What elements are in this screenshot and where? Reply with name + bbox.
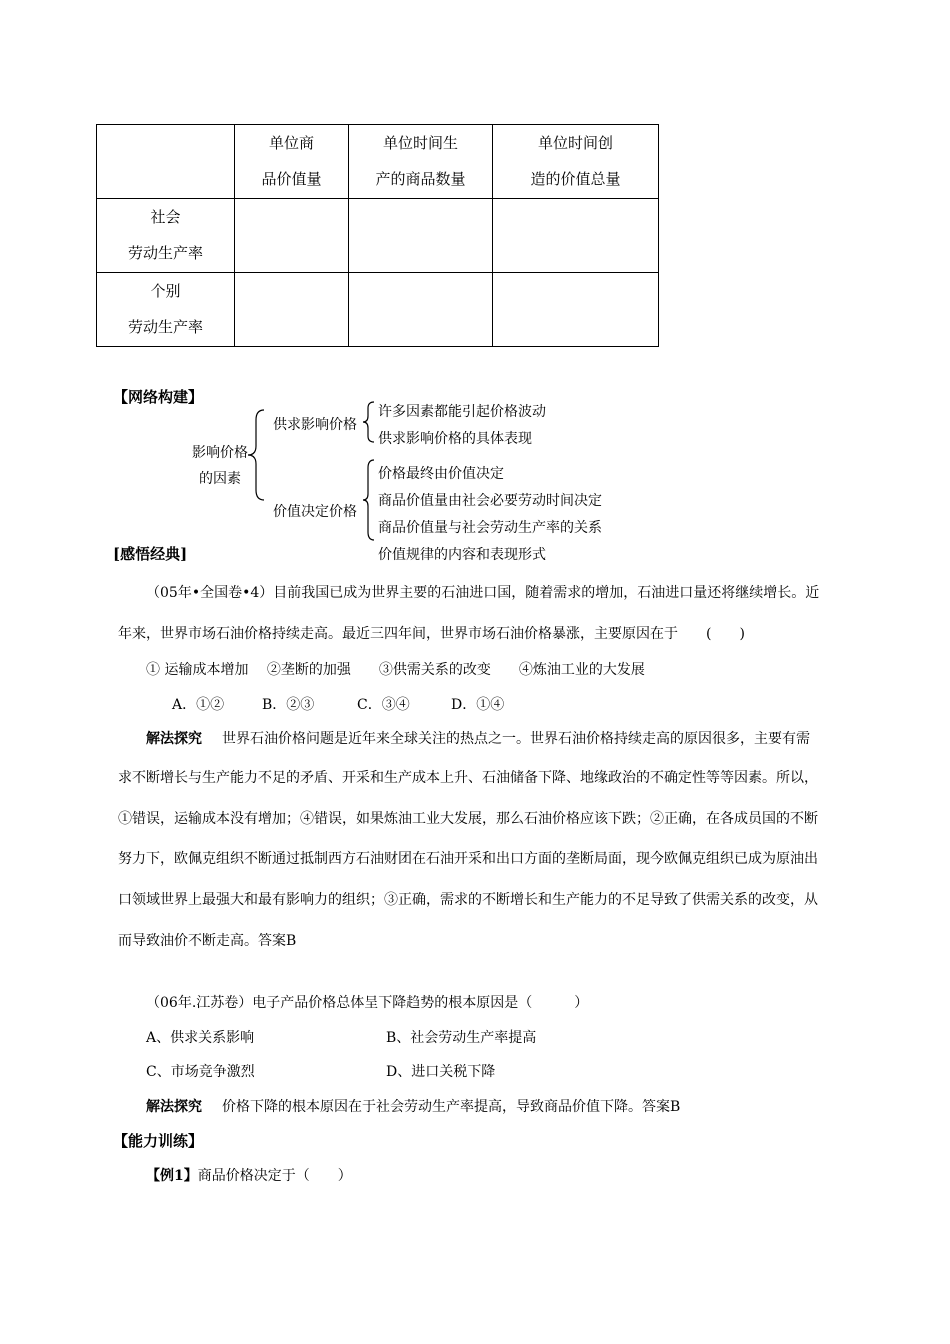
header-unit-total <box>493 125 658 197</box>
network-heading: 【网络构建】 <box>113 388 204 406</box>
table-cell <box>235 199 349 273</box>
q1-analysis-line: ①错误，运输成本没有增加；④错误，如果炼油工业大发展，那么石油价格应该下跌；②正确，在各成员国的不断 <box>118 811 818 827</box>
branch2-brace-icon <box>361 458 377 542</box>
example1 <box>146 1165 352 1185</box>
table-row <box>97 199 659 273</box>
q2-stem: （06年.江苏卷）电子产品价格总体呈下降趋势的根本原因是（ ） <box>146 995 589 1011</box>
q2-choice-b: B、社会劳动生产率提高 <box>386 1030 537 1046</box>
training-heading: 【能力训练】 <box>113 1132 204 1150</box>
q2-choice-a: A、供求关系影响 <box>146 1030 255 1046</box>
branch1-item: 供求影响价格的具体表现 <box>378 431 532 447</box>
root-line2: 的因素 <box>199 471 241 487</box>
branch2-item: 商品价值量由社会必要劳动时间决定 <box>378 493 602 509</box>
branch2-item: 商品价值量与社会劳动生产率的关系 <box>378 520 602 536</box>
table-header-cell <box>97 125 235 199</box>
header-line: 单位时间创 <box>537 134 613 152</box>
table-cell <box>493 273 659 347</box>
header-line: 造的价值总量 <box>530 170 621 188</box>
row-label-line1: 社会 <box>150 208 181 226</box>
branch1-label: 供求影响价格 <box>273 417 357 433</box>
row-label-line1: 个别 <box>150 282 181 300</box>
table-header-row <box>97 125 659 199</box>
branch1-brace-icon <box>361 400 377 444</box>
branch2-item: 价值规律的内容和表现形式 <box>378 547 546 563</box>
header-unit-quantity <box>349 125 492 197</box>
example1-label: 【例1】 <box>146 1168 198 1184</box>
q2-choice-c: C、市场竞争激烈 <box>146 1064 255 1080</box>
network-root <box>192 440 248 492</box>
q1-choice-a: A．①② <box>172 697 225 713</box>
q1-analysis-line: 求不断增长与生产能力不足的矛盾、开采和生产成本上升、石油储备下降、地缘政治的不确定性等等因素。所以， <box>118 770 818 786</box>
q1-stem-line1: （05年•全国卷•4）目前我国已成为世界主要的石油进口国，随着需求的增加，石油进口量还将继续增长。近 <box>146 585 820 601</box>
q1-analysis-line: 口领域世界上最强大和最有影响力的组织；③正确，需求的不断增长和生产能力的不足导致了供需关系的改变，从 <box>118 892 818 908</box>
table-cell <box>349 199 493 273</box>
header-line: 单位时间生 <box>382 134 458 152</box>
q2-analysis-text: 价格下降的根本原因在于社会劳动生产率提高，导致商品价值下降。答案B <box>222 1099 681 1115</box>
q1-options: ① 运输成本增加 ②垄断的加强 ③供需关系的改变 ④炼油工业的大发展 <box>146 662 645 678</box>
header-line: 产的商品数量 <box>375 170 466 188</box>
productivity-table <box>96 124 659 347</box>
q1-analysis-line: 努力下，欧佩克组织不断通过抵制西方石油财团在石油开采和出口方面的垄断局面，现今欧佩克组织已成为原油出 <box>118 851 818 867</box>
row-label-line2: 劳动生产率 <box>127 318 203 336</box>
header-line: 品价值量 <box>261 170 322 188</box>
row-label <box>97 199 235 273</box>
table-header-cell <box>349 125 493 199</box>
q1-stem-line2: 年来，世界市场石油价格持续走高。最近三四年间，世界市场石油价格暴涨，主要原因在于 ( ) <box>118 626 745 642</box>
q1-analysis-line: 而导致油价不断走高。答案B <box>118 933 297 949</box>
root-line1: 影响价格 <box>192 445 248 461</box>
q1-choice-b: B．②③ <box>262 697 315 713</box>
q1-analysis-label: 解法探究 <box>146 731 202 747</box>
q2-choice-d: D、进口关税下降 <box>386 1064 496 1080</box>
row-label <box>97 273 235 347</box>
table-cell <box>349 273 493 347</box>
header-unit-value <box>235 125 348 197</box>
table-header-cell <box>235 125 349 199</box>
q1-choice-c: C．③④ <box>357 697 410 713</box>
branch2-item: 价格最终由价值决定 <box>378 466 504 482</box>
q1-analysis-line: 世界石油价格问题是近年来全球关注的热点之一。世界石油价格持续走高的原因很多，主要有需 <box>222 731 810 747</box>
table-cell <box>235 273 349 347</box>
root-brace-icon <box>246 408 268 502</box>
row-label-line2: 劳动生产率 <box>127 244 203 262</box>
branch1-item: 许多因素都能引起价格波动 <box>378 404 546 420</box>
table-cell <box>493 199 659 273</box>
example1-text: 商品价格决定于（ ） <box>197 1168 352 1184</box>
header-line: 单位商 <box>268 134 314 152</box>
classic-heading: [感悟经典] <box>113 545 188 563</box>
q2-analysis-label: 解法探究 <box>146 1099 202 1115</box>
table-header-cell <box>493 125 659 199</box>
branch2-label: 价值决定价格 <box>273 504 357 520</box>
table-row <box>97 273 659 347</box>
q1-choice-d: D．①④ <box>451 697 505 713</box>
